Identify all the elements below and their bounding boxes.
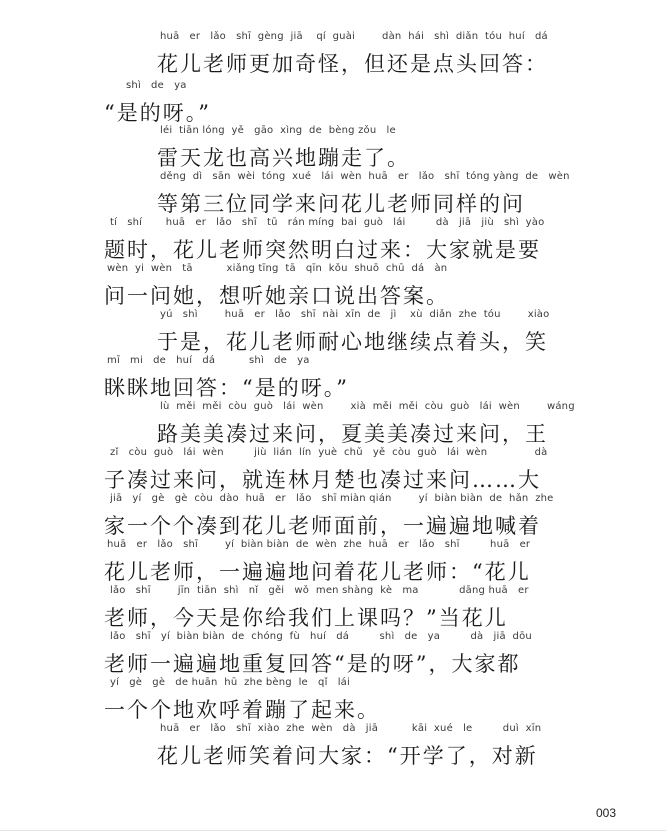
pinyin-row: jiā yí gè gè còu dào huā er lǎo shī miàn qián yí biàn biàn de hǎn zhe: [110, 493, 554, 504]
pinyin-row: yí gè gè de huān hū zhe bèng le qǐ lái: [110, 677, 350, 688]
pinyin-row: huā er lǎo shī xiào zhe wèn dà jiā kāi xué le duì xīn: [160, 723, 542, 734]
pinyin-row: lǎo shī jīn tiān shì nǐ gěi wǒ men shàng kè ma dāng huā er: [110, 585, 529, 596]
pinyin-row: huā er lǎo shī gèng jiā qí guài dàn hái shì diǎn tóu huí dá: [160, 31, 548, 42]
chinese-text: 题时，花儿老师突然明白过来：大家就是要: [104, 238, 541, 262]
chinese-text: 问一问她，想听她亲口说出答案。: [104, 284, 449, 308]
chinese-text: 雷天龙也高兴地蹦走了。: [157, 146, 410, 170]
chinese-text: 花儿老师，一遍遍地问着花儿老师：“花儿: [104, 560, 531, 584]
pinyin-row: shì de ya: [126, 80, 187, 91]
chinese-text: 子凑过来问，就连林月楚也凑过来问……大: [104, 468, 541, 492]
chinese-text: 眯眯地回答：“是的呀。”: [104, 376, 349, 400]
chinese-text: “是的呀。”: [104, 101, 211, 125]
chinese-text: 老师，今天是你给我们上课吗？”当花儿: [104, 606, 508, 630]
chinese-text: 老师一遍遍地重复回答“是的呀”，大家都: [104, 652, 521, 676]
chinese-text: 路美美凑过来问，夏美美凑过来问，王: [157, 422, 548, 446]
bottom-divider: [0, 830, 666, 831]
pinyin-row: léi tiān lóng yě gāo xìng de bèng zǒu le: [160, 125, 396, 136]
pinyin-row: lù měi měi còu guò lái wèn xià měi měi còu guò lái wèn wáng: [160, 401, 575, 412]
chinese-text: 花儿老师更加奇怪，但还是点头回答：: [157, 52, 548, 76]
pinyin-row: zǐ còu guò lái wèn jiù lián lín yuè chǔ yě còu guò lái wèn dà: [110, 447, 548, 458]
text-line: [0, 723, 666, 791]
pinyin-row: huā er lǎo shī yí biàn biàn de wèn zhe huā er lǎo shī huā er: [107, 539, 531, 550]
chinese-text: 等第三位同学来问花儿老师同样的问: [157, 192, 525, 216]
pinyin-row: mī mi de huí dá shì de ya: [107, 355, 310, 366]
pinyin-row: yú shì huā er lǎo shī nài xīn de jì xù diǎn zhe tóu xiào: [160, 309, 550, 320]
chinese-text: 一个个地欢呼着蹦了起来。: [104, 698, 380, 722]
pinyin-row: tí shí huā er lǎo shī tū rán míng bai guò lái dà jiā jiù shì yào: [110, 217, 545, 228]
pinyin-row: wèn yi wèn tā xiǎng tīng tā qīn kǒu shuō chū dá àn: [107, 263, 448, 274]
page-number: 003: [596, 806, 617, 820]
pinyin-row: lǎo shī yí biàn biàn de chóng fù huí dá shì de ya dà jiā dōu: [110, 631, 532, 642]
pinyin-row: děng dì sān wèi tóng xué lái wèn huā er lǎo shī tóng yàng de wèn: [160, 171, 570, 182]
chinese-text: 家一个个凑到花儿老师面前，一遍遍地喊着: [104, 514, 541, 538]
chinese-text: 花儿老师笑着问大家：“开学了，对新: [157, 744, 538, 768]
chinese-text: 于是，花儿老师耐心地继续点着头，笑: [157, 330, 548, 354]
